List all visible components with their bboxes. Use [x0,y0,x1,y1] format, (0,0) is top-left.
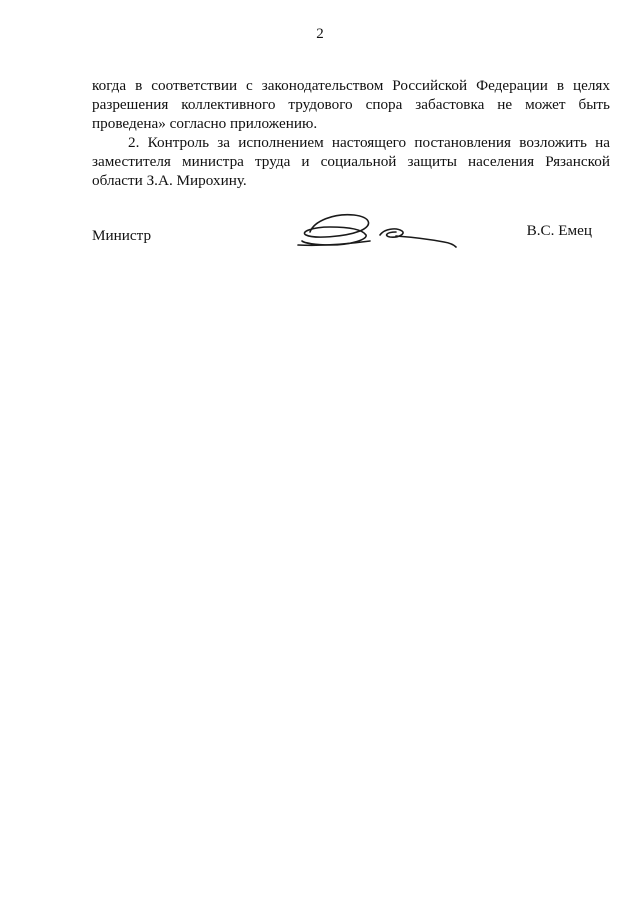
handwritten-signature-icon [292,205,467,255]
signatory-name: В.С. Емец [526,222,592,239]
paragraph-continuation: когда в соответствии с законодательством Российской Федерации в целях разрешения коллективного трудового спора забастовка не может быть проведена» согласно приложению. [92,77,610,132]
signature-block [92,205,610,265]
document-body [92,76,610,190]
page-number: 2 [316,26,324,42]
paragraph-control-clause: 2. Контроль за исполнением настоящего постановления возложить на заместителя министра труда и социальной защиты населения Рязанской области З.А. Мирохину. [92,134,610,189]
signatory-title: Министр [92,227,152,244]
